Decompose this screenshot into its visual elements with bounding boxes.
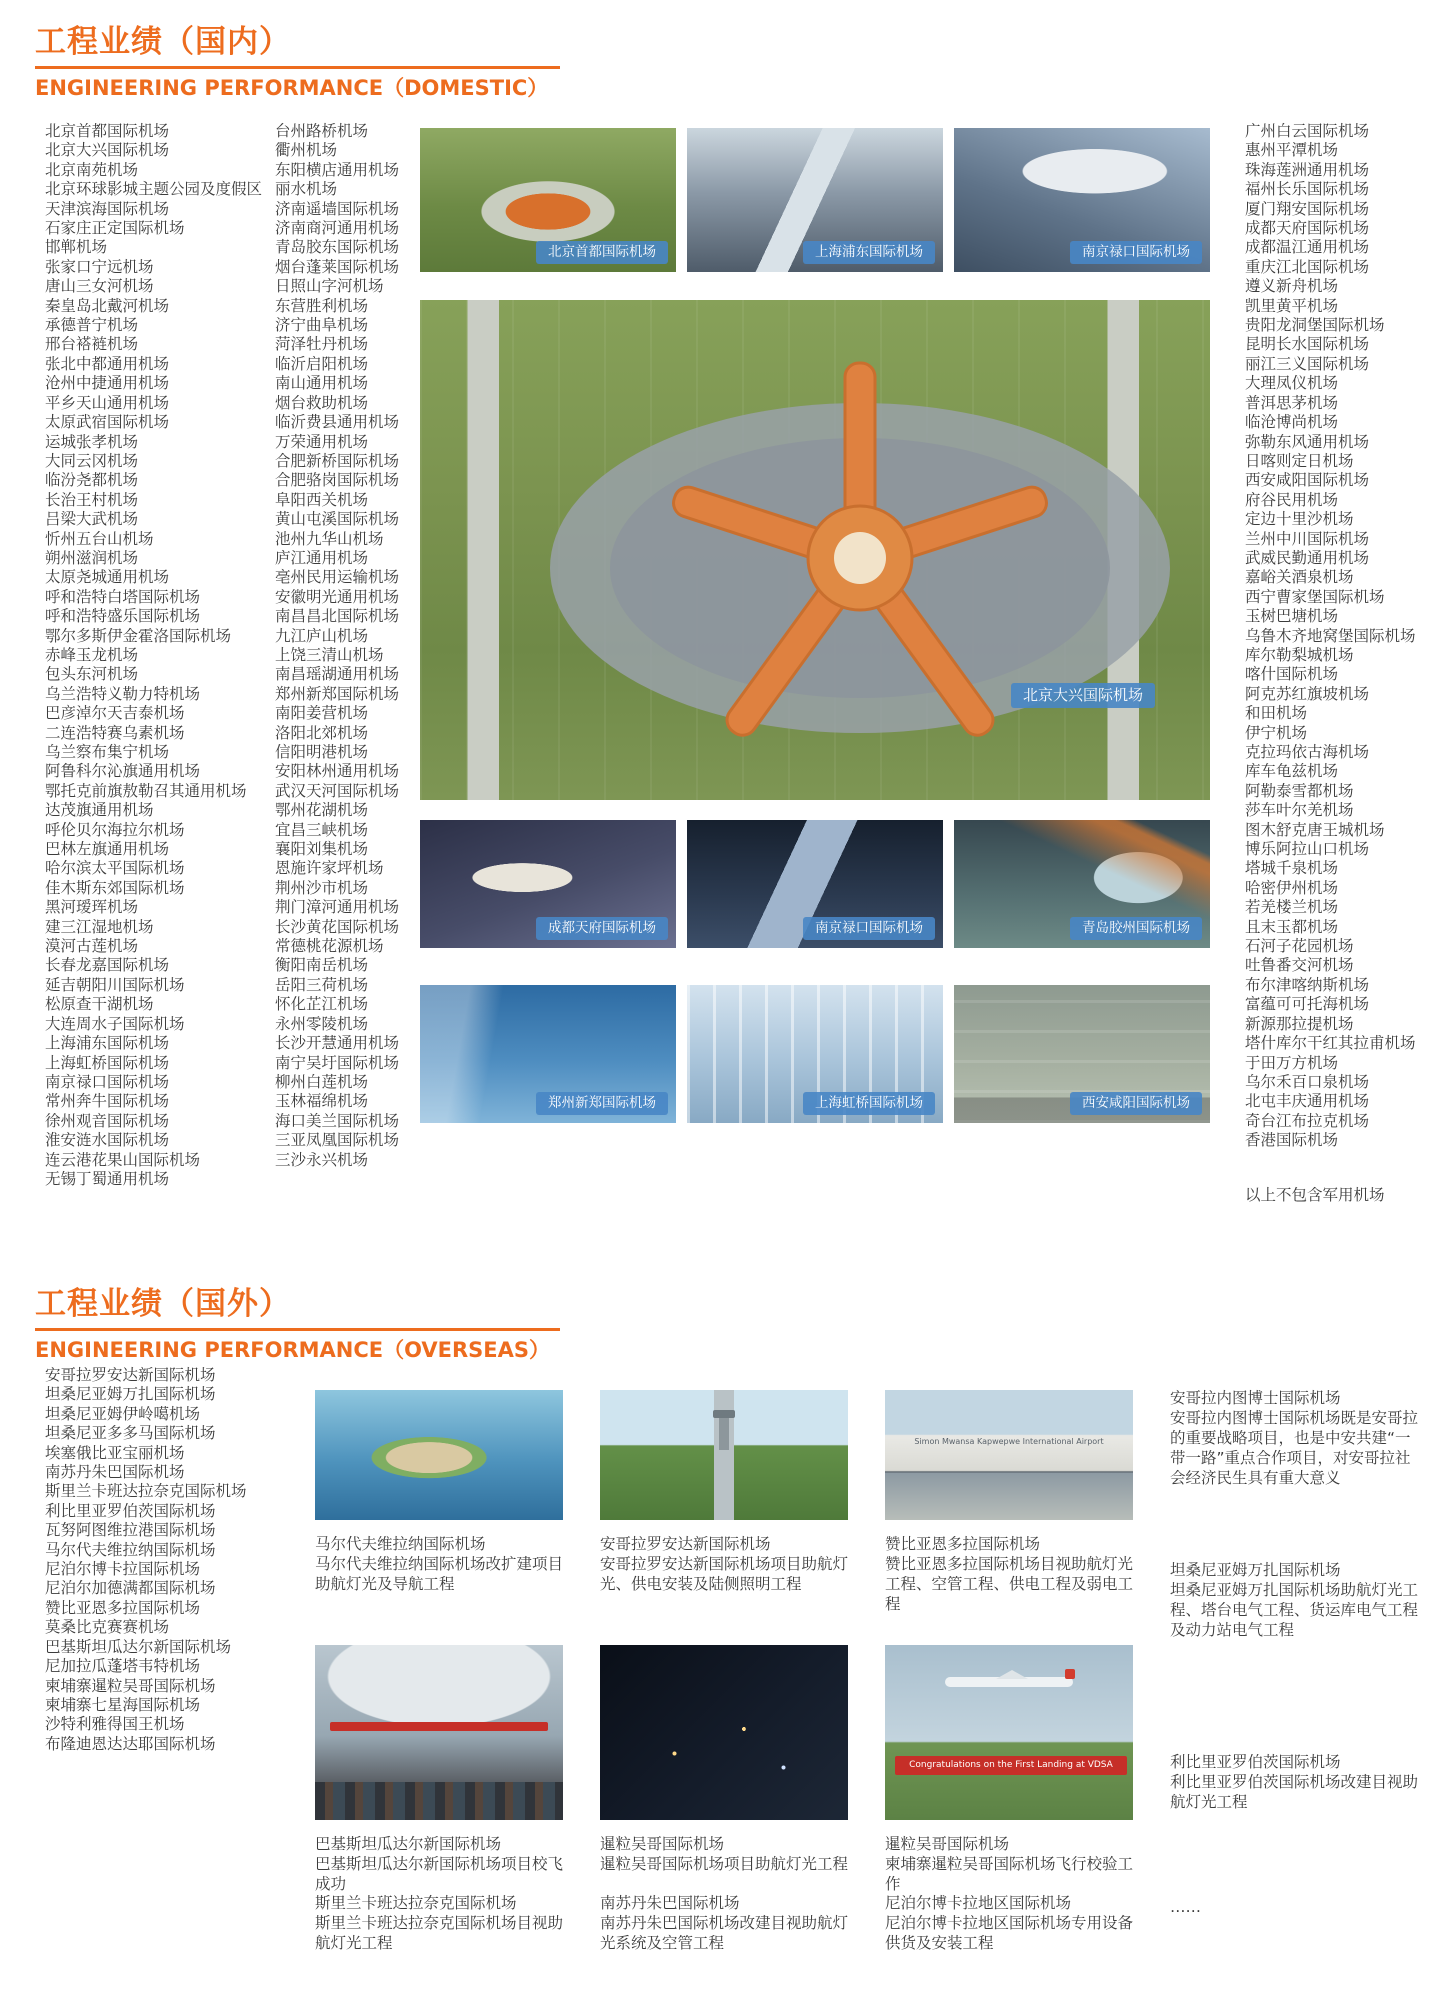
domestic-airport-column-1 — [45, 122, 262, 1189]
airport-list-item: 惠州平潭机场 — [1245, 141, 1339, 160]
airport-list-item: 上海浦东国际机场 — [45, 1034, 170, 1053]
airport-list-item: 洛阳北郊机场 — [275, 723, 369, 742]
airport-list-item: 东阳横店通用机场 — [275, 160, 400, 179]
airport-list-item: 武威民勤通用机场 — [1245, 548, 1370, 567]
airport-list-item: 西宁曹家堡国际机场 — [1245, 587, 1385, 606]
card-caption — [315, 1893, 563, 1953]
airport-list-item: 合肥骆岗国际机场 — [275, 471, 400, 490]
airport-list-item: 合肥新桥国际机场 — [275, 451, 400, 470]
airport-list-item: 布隆迪恩达达耶国际机场 — [45, 1734, 216, 1753]
daxing-terminal-illustration — [420, 300, 1210, 800]
airport-list-item: 富蕴可可托海机场 — [1245, 995, 1370, 1014]
right-block-desc: 安哥拉内图博士国际机场既是安哥拉的重要战略项目，也是中安共建“一带一路”重点合作项目，对安哥拉社会经济民生具有重大意义 — [1170, 1409, 1419, 1487]
airport-list-item: 临汾尧都机场 — [45, 471, 139, 490]
card-caption — [600, 1834, 848, 1874]
airport-list-item: 万荣通用机场 — [275, 432, 369, 451]
card-project-desc: 安哥拉罗安达新国际机场项目助航灯光、供电安装及陆侧照明工程 — [600, 1555, 849, 1593]
photo-vdsa-first-landing — [885, 1645, 1133, 1820]
domestic-title-rule — [35, 66, 560, 69]
airport-list-item: 衢州机场 — [275, 141, 338, 160]
continuation-ellipsis: …… — [1170, 1898, 1201, 1916]
airport-list-item: 衡阳南岳机场 — [275, 956, 369, 975]
photo-ndola-terminal — [885, 1390, 1133, 1520]
photo-label: 上海浦东国际机场 — [803, 241, 935, 265]
airport-list-item: 无锡丁蜀通用机场 — [45, 1169, 170, 1188]
airport-list-item: 大同云冈机场 — [45, 451, 139, 470]
overseas-card-velana — [315, 1390, 563, 1594]
airport-list-item: 信阳明港机场 — [275, 743, 369, 761]
photo-label: 成都天府国际机场 — [536, 917, 668, 941]
airport-list-item: 南山通用机场 — [275, 374, 369, 393]
airport-list-item: 武汉天河国际机场 — [275, 781, 400, 800]
airport-list-item: 长治王村机场 — [45, 490, 139, 509]
overseas-card-bandaranaike — [315, 1893, 563, 1953]
photo-nanjing-lukou-airport-night — [687, 820, 943, 948]
airport-list-item: 丽水机场 — [275, 180, 338, 199]
airport-list-item: 坦桑尼亚姆万扎国际机场 — [45, 1385, 216, 1404]
airport-list-item: 布尔津喀纳斯机场 — [1245, 975, 1370, 994]
airport-list-item: 南昌瑶湖通用机场 — [275, 665, 400, 684]
airport-list-item: 运城张孝机场 — [45, 432, 139, 451]
airport-list-item: 邯郸机场 — [45, 238, 108, 257]
airport-list-item: 沧州中捷通用机场 — [45, 374, 170, 393]
airport-list-item: 乌尔禾百口泉机场 — [1245, 1072, 1370, 1091]
airport-list-item: 成都温江通用机场 — [1245, 238, 1370, 257]
airport-list-item: 天津滨海国际机场 — [45, 199, 170, 218]
airport-list-item: 安徽明光通用机场 — [275, 587, 400, 606]
airport-list-item: 吐鲁番交河机场 — [1245, 956, 1354, 975]
airport-list-item: 阿克苏红旗坡机场 — [1245, 684, 1370, 703]
photo-shanghai-hongqiao-airport — [687, 985, 943, 1123]
photo-chengdu-tianfu-airport — [420, 820, 676, 948]
card-airport-name: 暹粒吴哥国际机场 — [600, 1835, 725, 1853]
airport-list-item: 玉树巴塘机场 — [1245, 607, 1339, 626]
photo-label: 西安咸阳国际机场 — [1070, 1092, 1202, 1116]
airport-list-item: 和田机场 — [1245, 704, 1308, 723]
overseas-title-en: ENGINEERING PERFORMANCE（OVERSEAS） — [35, 1338, 551, 1362]
photo-label: 上海虹桥国际机场 — [803, 1092, 935, 1116]
airport-list-item: 忻州五台山机场 — [45, 529, 154, 548]
airport-list-item: 太原尧城通用机场 — [45, 568, 170, 587]
airport-list-item: 塔城千泉机场 — [1245, 859, 1339, 878]
airport-list-item: 乌兰察布集宁机场 — [45, 743, 170, 761]
airport-list-item: 南苏丹朱巴国际机场 — [45, 1463, 185, 1482]
photo-xian-xianyang-airport — [954, 985, 1210, 1123]
airport-list-item: 佳木斯东郊国际机场 — [45, 878, 185, 897]
airport-list-item: 亳州民用运输机场 — [275, 568, 400, 587]
airport-list-item: 柳州白莲机场 — [275, 1072, 369, 1091]
control-tower-shape — [719, 1416, 729, 1450]
card-airport-name: 斯里兰卡班达拉奈克国际机场 — [315, 1894, 517, 1912]
airport-list-item: 南昌昌北国际机场 — [275, 607, 400, 626]
photo-gwadar-ceremony — [315, 1645, 563, 1820]
airport-list-item: 荆门漳河通用机场 — [275, 898, 400, 917]
airport-list-item: 烟台救助机场 — [275, 393, 369, 412]
airport-list-item: 嘉峪关酒泉机场 — [1245, 568, 1354, 587]
airport-list-item: 吕梁大武机场 — [45, 510, 139, 529]
photo-label: 青岛胶州国际机场 — [1070, 917, 1202, 941]
airport-list-item: 松原查干湖机场 — [45, 995, 154, 1014]
overseas-card-luanda — [600, 1390, 848, 1594]
airport-list-item: 秦皇岛北戴河机场 — [45, 296, 170, 315]
airport-list-item: 坦桑尼亚姆伊岭噶机场 — [45, 1404, 201, 1423]
domestic-title-en: ENGINEERING PERFORMANCE（DOMESTIC） — [35, 76, 549, 100]
airport-list-item: 哈尔滨太平国际机场 — [45, 859, 185, 878]
card-caption — [315, 1534, 563, 1594]
right-block-airport-name: 安哥拉内图博士国际机场 — [1170, 1389, 1341, 1407]
airport-list-item: 莎车叶尔羌机场 — [1245, 801, 1354, 820]
airport-list-item: 烟台蓬莱国际机场 — [275, 257, 400, 276]
airport-list-item: 呼和浩特盛乐国际机场 — [45, 607, 201, 626]
airport-list-item: 北京南苑机场 — [45, 160, 139, 179]
airport-list-item: 济宁曲阜机场 — [275, 316, 369, 335]
airport-list-item: 尼泊尔博卡拉国际机场 — [45, 1560, 201, 1579]
right-block-airport-name: 坦桑尼亚姆万扎国际机场 — [1170, 1561, 1341, 1579]
airport-list-item: 张北中都通用机场 — [45, 354, 170, 373]
overseas-airport-list — [45, 1366, 247, 1754]
airport-list-item: 岳阳三荷机场 — [275, 975, 369, 994]
airport-list-item: 临沂费县通用机场 — [275, 413, 400, 432]
overseas-card-pokhara — [885, 1893, 1133, 1953]
card-airport-name: 南苏丹朱巴国际机场 — [600, 1894, 740, 1912]
card-project-desc: 巴基斯坦瓜达尔新国际机场项目校飞成功 — [315, 1855, 564, 1893]
overseas-title-cn: 工程业绩（国外） — [35, 1286, 291, 1322]
airport-list-item: 三亚凤凰国际机场 — [275, 1131, 400, 1150]
airport-list-item: 北京首都国际机场 — [45, 122, 170, 140]
airport-list-item: 三沙永兴机场 — [275, 1150, 369, 1169]
card-project-desc: 马尔代夫维拉纳国际机场改扩建项目助航灯光及导航工程 — [315, 1555, 564, 1593]
overseas-card-siem-reap-lighting — [600, 1645, 848, 1874]
airport-list-item: 九江庐山机场 — [275, 626, 369, 645]
card-airport-name: 尼泊尔博卡拉地区国际机场 — [885, 1894, 1072, 1912]
card-project-desc: 柬埔寨暹粒吴哥国际机场飞行校验工作 — [885, 1855, 1134, 1893]
airport-list-item: 长沙开慧通用机场 — [275, 1034, 400, 1053]
airport-list-item: 唐山三女河机场 — [45, 277, 154, 296]
airport-list-item: 北京大兴国际机场 — [45, 141, 170, 160]
overseas-card-juba — [600, 1893, 848, 1953]
photo-label: 南京禄口国际机场 — [1070, 241, 1202, 265]
airport-list-item: 郑州新郑国际机场 — [275, 684, 400, 703]
airport-list-item: 遵义新舟机场 — [1245, 277, 1339, 296]
airport-list-item: 临沂启阳机场 — [275, 354, 369, 373]
airport-list-item: 阿勒泰雪都机场 — [1245, 781, 1354, 800]
airport-list-item: 成都天府国际机场 — [1245, 219, 1370, 238]
airport-list-item: 黑河瑷珲机场 — [45, 898, 139, 917]
airport-list-item: 莫桑比克赛赛机场 — [45, 1618, 170, 1637]
airport-list-item: 平乡天山通用机场 — [45, 393, 170, 412]
airport-list-item: 斯里兰卡班达拉奈克国际机场 — [45, 1482, 247, 1501]
terminal-sign-text: Simon Mwansa Kapwepwe International Airport — [914, 1438, 1104, 1447]
airport-list-item: 贵阳龙洞堡国际机场 — [1245, 316, 1385, 335]
airport-list-item: 安哥拉罗安达新国际机场 — [45, 1366, 216, 1384]
airport-list-item: 安阳林州通用机场 — [275, 762, 400, 781]
card-project-desc: 暹粒吴哥国际机场项目助航灯光工程 — [600, 1855, 849, 1873]
airport-list-item: 太原武宿国际机场 — [45, 413, 170, 432]
airport-list-item: 石家庄正定国际机场 — [45, 219, 185, 238]
airport-list-item: 凯里黄平机场 — [1245, 296, 1339, 315]
overseas-card-gwadar — [315, 1645, 563, 1894]
photo-label: 南京禄口国际机场 — [803, 917, 935, 941]
card-project-desc: 尼泊尔博卡拉地区国际机场专用设备供货及安装工程 — [885, 1914, 1134, 1952]
overseas-title-rule — [35, 1328, 560, 1331]
airport-list-item: 西安咸阳国际机场 — [1245, 471, 1370, 490]
airport-list-item: 利比里亚罗伯茨国际机场 — [45, 1501, 216, 1520]
photo-siem-reap-night — [600, 1645, 848, 1820]
military-exclusion-note: 以上不包含军用机场 — [1245, 1186, 1385, 1204]
airport-list-item: 图木舒克唐王城机场 — [1245, 820, 1385, 839]
domestic-airport-column-3 — [1245, 122, 1416, 1151]
photo-qingdao-jiaozhou-airport — [954, 820, 1210, 948]
airport-list-item: 大连周水子国际机场 — [45, 1014, 185, 1033]
airport-list-item: 常州奔牛国际机场 — [45, 1092, 170, 1111]
airport-list-item: 克拉玛依古海机场 — [1245, 743, 1370, 761]
airport-list-item: 库尔勒梨城机场 — [1245, 645, 1354, 664]
airport-list-item: 达茂旗通用机场 — [45, 801, 154, 820]
airport-list-item: 徐州观音国际机场 — [45, 1111, 170, 1130]
airport-list-item: 漠河古莲机场 — [45, 937, 139, 956]
card-airport-name: 安哥拉罗安达新国际机场 — [600, 1535, 771, 1553]
celebration-banner — [330, 1722, 548, 1731]
airport-list-item: 重庆江北国际机场 — [1245, 257, 1370, 276]
airplane-tail — [1065, 1669, 1075, 1679]
airport-list-item: 香港国际机场 — [1245, 1131, 1339, 1150]
card-caption — [885, 1534, 1133, 1614]
airport-list-item: 普洱思茅机场 — [1245, 393, 1339, 412]
airport-list-item: 池州九华山机场 — [275, 529, 384, 548]
airport-list-item: 建三江湿地机场 — [45, 917, 154, 936]
airport-list-item: 鄂尔多斯伊金霍洛国际机场 — [45, 626, 232, 645]
airport-list-item: 荆州沙市机场 — [275, 878, 369, 897]
airport-list-item: 玉林福绵机场 — [275, 1092, 369, 1111]
photo-beijing-capital-airport — [420, 128, 676, 272]
airport-list-item: 府谷民用机场 — [1245, 490, 1339, 509]
airport-list-item: 襄阳刘集机场 — [275, 840, 369, 859]
airport-list-item: 若羌楼兰机场 — [1245, 898, 1339, 917]
airport-list-item: 济南遥墙国际机场 — [275, 199, 400, 218]
card-project-desc: 南苏丹朱巴国际机场改建目视助航灯光系统及空管工程 — [600, 1914, 849, 1952]
airport-list-item: 承德普宁机场 — [45, 316, 139, 335]
airport-list-item: 南宁吴圩国际机场 — [275, 1053, 400, 1072]
airport-list-item: 埃塞俄比亚宝丽机场 — [45, 1443, 185, 1462]
airport-list-item: 日喀则定日机场 — [1245, 451, 1354, 470]
card-airport-name: 暹粒吴哥国际机场 — [885, 1835, 1010, 1853]
first-landing-banner: Congratulations on the First Landing at VDSA — [895, 1756, 1127, 1774]
airport-list-item: 塔什库尔干红其拉甫机场 — [1245, 1034, 1416, 1053]
airport-list-item: 上海虹桥国际机场 — [45, 1053, 170, 1072]
airport-list-item: 昆明长水国际机场 — [1245, 335, 1370, 354]
overseas-right-block-roberts — [1170, 1752, 1422, 1812]
airport-list-item: 新源那拉提机场 — [1245, 1014, 1354, 1033]
airport-list-item: 恩施许家坪机场 — [275, 859, 384, 878]
airport-list-item: 连云港花果山国际机场 — [45, 1150, 201, 1169]
airport-list-item: 尼加拉瓜蓬塔韦特机场 — [45, 1657, 201, 1676]
card-project-desc: 赞比亚恩多拉国际机场目视助航灯光工程、空管工程、供电工程及弱电工程 — [885, 1555, 1134, 1613]
airport-list-item: 北屯丰庆通用机场 — [1245, 1092, 1370, 1111]
airport-list-item: 定边十里沙机场 — [1245, 510, 1354, 529]
airport-list-item: 张家口宁远机场 — [45, 257, 154, 276]
airport-list-item: 柬埔寨七星海国际机场 — [45, 1695, 201, 1714]
airport-list-item: 赤峰玉龙机场 — [45, 645, 139, 664]
airport-list-item: 大理凤仪机场 — [1245, 374, 1339, 393]
airport-list-item: 弥勒东风通用机场 — [1245, 432, 1370, 451]
card-caption — [600, 1893, 848, 1953]
airport-list-item: 哈密伊州机场 — [1245, 878, 1339, 897]
photo-shanghai-pudong-airport — [687, 128, 943, 272]
card-airport-name: 巴基斯坦瓜达尔新国际机场 — [315, 1835, 502, 1853]
airport-list-item: 阜阳西关机场 — [275, 490, 369, 509]
airport-list-item: 兰州中川国际机场 — [1245, 529, 1370, 548]
airport-list-item: 长春龙嘉国际机场 — [45, 956, 170, 975]
airport-list-item: 延吉朝阳川国际机场 — [45, 975, 185, 994]
photo-velana-atoll — [315, 1390, 563, 1520]
airport-list-item: 菏泽牡丹机场 — [275, 335, 369, 354]
card-caption — [315, 1834, 563, 1894]
crowd-silhouette — [315, 1782, 563, 1821]
domestic-airport-column-2 — [275, 122, 399, 1170]
airport-list-item: 珠海莲洲通用机场 — [1245, 160, 1370, 179]
airport-list-item: 鄂州花湖机场 — [275, 801, 369, 820]
photo-label: 北京首都国际机场 — [536, 241, 668, 265]
card-project-desc: 斯里兰卡班达拉奈克国际机场目视助航灯光工程 — [315, 1914, 564, 1952]
airport-list-item: 阿鲁科尔沁旗通用机场 — [45, 762, 201, 781]
overseas-right-block-mwanza — [1170, 1560, 1422, 1640]
airport-list-item: 巴彦淖尔天吉泰机场 — [45, 704, 185, 723]
airport-list-item: 包头东河机场 — [45, 665, 139, 684]
right-block-airport-name: 利比里亚罗伯茨国际机场 — [1170, 1753, 1341, 1771]
card-caption — [885, 1893, 1133, 1953]
airport-list-item: 永州零陵机场 — [275, 1014, 369, 1033]
photo-luanda-tower — [600, 1390, 848, 1520]
airport-list-item: 乌鲁木齐地窝堡国际机场 — [1245, 626, 1416, 645]
photo-zhengzhou-xinzheng-airport — [420, 985, 676, 1123]
card-airport-name: 马尔代夫维拉纳国际机场 — [315, 1535, 486, 1553]
airport-list-item: 马尔代夫维拉纳国际机场 — [45, 1540, 216, 1559]
photo-label: 郑州新郑国际机场 — [536, 1092, 668, 1116]
airport-list-item: 济南商河通用机场 — [275, 219, 400, 238]
airport-list-item: 上饶三清山机场 — [275, 645, 384, 664]
airport-list-item: 北京环球影城主题公园及度假区 — [45, 180, 263, 199]
airport-list-item: 常德桃花源机场 — [275, 937, 384, 956]
airport-list-item: 南京禄口国际机场 — [45, 1072, 170, 1091]
airport-list-item: 长沙黄花国际机场 — [275, 917, 400, 936]
airport-list-item: 广州白云国际机场 — [1245, 122, 1370, 140]
airport-list-item: 厦门翔安国际机场 — [1245, 199, 1370, 218]
airplane-shape — [945, 1677, 1074, 1687]
airport-list-item: 二连浩特赛乌素机场 — [45, 723, 185, 742]
airport-list-item: 沙特利雅得国王机场 — [45, 1715, 185, 1734]
airport-list-item: 呼和浩特白塔国际机场 — [45, 587, 201, 606]
airport-list-item: 喀什国际机场 — [1245, 665, 1339, 684]
right-block-desc: 坦桑尼亚姆万扎国际机场助航灯光工程、塔台电气工程、货运库电气工程及动力站电气工程 — [1170, 1581, 1419, 1639]
airport-list-item: 福州长乐国际机场 — [1245, 180, 1370, 199]
card-caption — [885, 1834, 1133, 1894]
airport-list-item: 库车龟兹机场 — [1245, 762, 1339, 781]
airport-list-item: 奇台江布拉克机场 — [1245, 1111, 1370, 1130]
airport-list-item: 邢台褡裢机场 — [45, 335, 139, 354]
airport-list-item: 乌兰浩特义勒力特机场 — [45, 684, 201, 703]
airport-list-item: 怀化芷江机场 — [275, 995, 369, 1014]
photo-nanjing-lukou-airport — [954, 128, 1210, 272]
overseas-card-siem-reap-calibration — [885, 1645, 1133, 1894]
airport-list-item: 南阳姜营机场 — [275, 704, 369, 723]
airport-list-item: 瓦努阿图维拉港国际机场 — [45, 1521, 216, 1540]
airport-list-item: 尼泊尔加德满都国际机场 — [45, 1579, 216, 1598]
airport-list-item: 伊宁机场 — [1245, 723, 1308, 742]
airport-list-item: 宜昌三峡机场 — [275, 820, 369, 839]
overseas-right-block-agostinho-neto — [1170, 1388, 1422, 1488]
airport-list-item: 庐江通用机场 — [275, 548, 369, 567]
airport-list-item: 丽江三义国际机场 — [1245, 354, 1370, 373]
airport-list-item: 海口美兰国际机场 — [275, 1111, 400, 1130]
airport-list-item: 青岛胶东国际机场 — [275, 238, 400, 257]
airport-list-item: 坦桑尼亚多多马国际机场 — [45, 1424, 216, 1443]
airport-list-item: 临沧博尚机场 — [1245, 413, 1339, 432]
airport-list-item: 博乐阿拉山口机场 — [1245, 840, 1370, 859]
airport-list-item: 东营胜利机场 — [275, 296, 369, 315]
airport-list-item: 淮安涟水国际机场 — [45, 1131, 170, 1150]
airport-list-item: 黄山屯溪国际机场 — [275, 510, 400, 529]
airport-list-item: 呼伦贝尔海拉尔机场 — [45, 820, 185, 839]
photo-beijing-daxing-airport — [420, 300, 1210, 800]
airport-list-item: 巴林左旗通用机场 — [45, 840, 170, 859]
airport-list-item: 日照山字河机场 — [275, 277, 384, 296]
overseas-card-ndola — [885, 1390, 1133, 1614]
airport-list-item: 石河子花园机场 — [1245, 937, 1354, 956]
photo-label: 北京大兴国际机场 — [1011, 683, 1155, 708]
airport-list-item: 巴基斯坦瓜达尔新国际机场 — [45, 1637, 232, 1656]
card-airport-name: 赞比亚恩多拉国际机场 — [885, 1535, 1041, 1553]
airport-list-item: 台州路桥机场 — [275, 122, 369, 140]
airport-list-item: 且末玉都机场 — [1245, 917, 1339, 936]
airport-list-item: 朔州滋润机场 — [45, 548, 139, 567]
airport-list-item: 赞比亚恩多拉国际机场 — [45, 1598, 201, 1617]
domestic-title-cn: 工程业绩（国内） — [35, 24, 291, 60]
airport-list-item: 于田万方机场 — [1245, 1053, 1339, 1072]
right-block-desc: 利比里亚罗伯茨国际机场改建目视助航灯光工程 — [1170, 1773, 1419, 1811]
airport-list-item: 柬埔寨暹粒吴哥国际机场 — [45, 1676, 216, 1695]
airport-list-item: 鄂托克前旗敖勒召其通用机场 — [45, 781, 247, 800]
card-caption — [600, 1534, 848, 1594]
